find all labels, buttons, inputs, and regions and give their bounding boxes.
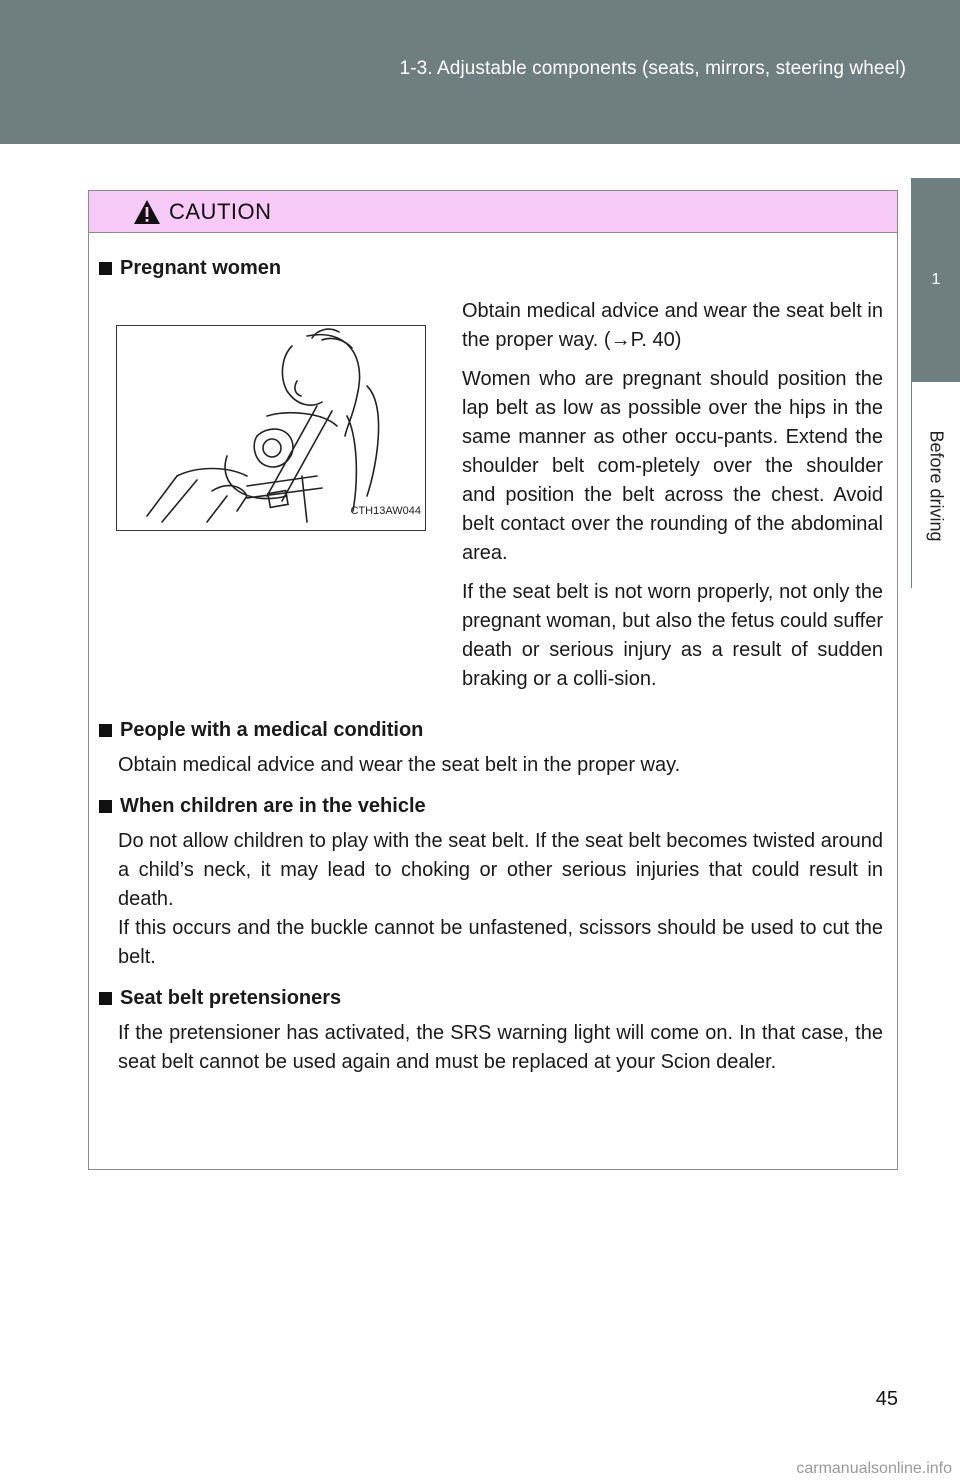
caution-label: CAUTION — [169, 198, 272, 224]
square-bullet-icon — [99, 800, 112, 813]
side-tab-number: 1 — [912, 178, 960, 382]
paragraph: If this occurs and the buckle cannot be unfastened, scissors should be used to cut the belt. — [118, 917, 883, 968]
paragraph: If the seat belt is not worn properly, not only the pregnant woman, but also the fetus could suffer death or serious injury as a result of sudden braking or a colli-sion. — [462, 581, 884, 690]
paragraph: Obtain medical advice and wear the seat belt in the proper way. (→P. 40) — [462, 300, 883, 351]
square-bullet-icon — [99, 724, 112, 737]
caution-content — [89, 234, 897, 1077]
figure-caption: CTH13AW044 — [350, 505, 421, 517]
paragraph: If the pretensioner has activated, the SRS warning light will come on. In that case, the seat belt cannot be used again and must be replaced at your Scion dealer. — [118, 1022, 883, 1073]
caution-box — [88, 190, 898, 1170]
section-heading-medical-condition: People with a medical condition — [99, 716, 883, 745]
section-heading-pregnant-women: Pregnant women — [99, 254, 883, 283]
paragraph: Obtain medical advice and wear the seat belt in the proper way. — [118, 754, 681, 776]
side-tab-label — [912, 386, 960, 586]
paragraph: Do not allow children to play with the seat belt. If the seat belt becomes twisted around a child’s neck, it may lead to choking or other serious injuries that could result in death. — [118, 830, 883, 910]
pregnant-women-block — [99, 297, 883, 704]
page-number: 45 — [875, 1388, 898, 1410]
pregnant-women-text — [462, 297, 883, 704]
section-heading-children: When children are in the vehicle — [99, 792, 883, 821]
chapter-title: 1-3. Adjustable components (seats, mirrors, steering wheel) — [399, 58, 906, 79]
side-tab-label-text: Before driving — [926, 430, 947, 542]
pregnant-woman-seatbelt-illustration — [116, 325, 426, 531]
page-header — [0, 0, 960, 144]
caution-header — [89, 191, 897, 233]
square-bullet-icon — [99, 262, 112, 275]
section-heading-pretensioners: Seat belt pretensioners — [99, 984, 883, 1013]
warning-triangle-icon — [133, 199, 161, 225]
square-bullet-icon — [99, 992, 112, 1005]
paragraph: Women who are pregnant should position the lap belt as low as possible over the hips in the same manner as other occu-pants. Extend the shoulder belt com-pletely over the shoulder and position the belt across the chest. Avoid belt contact over the rounding of the abdominal area. — [462, 368, 883, 564]
watermark: carmanualsonline.info — [796, 1460, 952, 1477]
